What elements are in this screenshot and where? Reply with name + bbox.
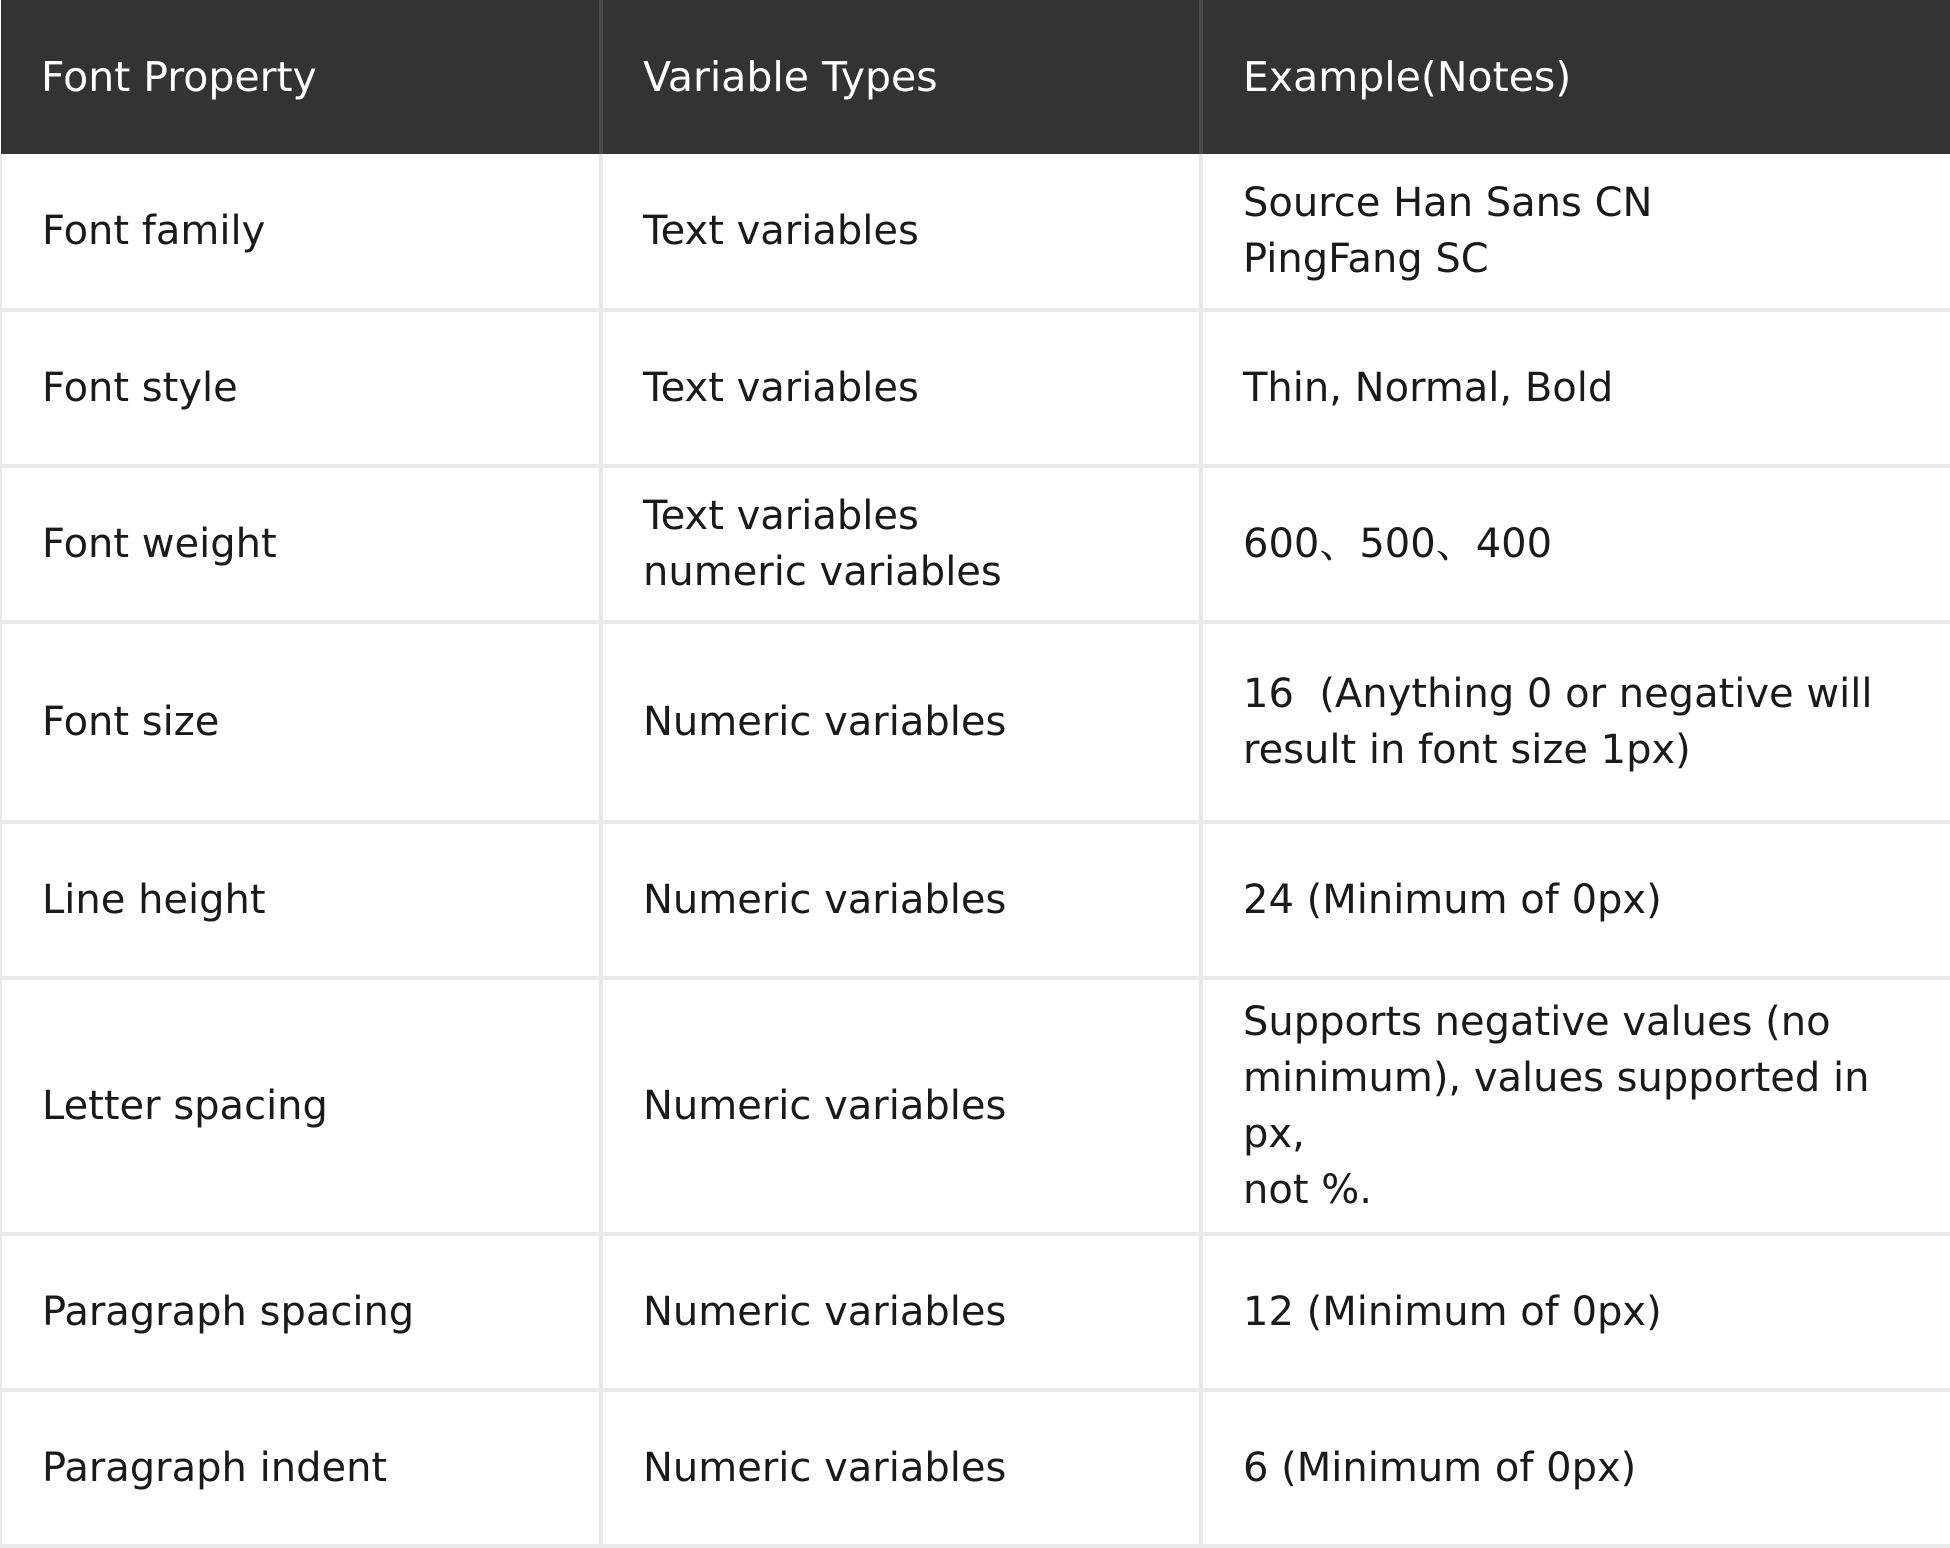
example-line: PingFang SC xyxy=(1243,236,1489,282)
types-line: Text variables xyxy=(643,208,919,254)
header-variable-types: Variable Types xyxy=(601,0,1201,154)
property-cell: Line height xyxy=(1,822,601,978)
types-cell xyxy=(601,310,1201,466)
example-cell xyxy=(1201,1390,1950,1546)
header-example-notes: Example(Notes) xyxy=(1201,0,1950,154)
example-line: 600、500、400 xyxy=(1243,521,1553,567)
types-cell xyxy=(601,978,1201,1234)
property-cell: Paragraph indent xyxy=(1,1390,601,1546)
table-row xyxy=(1,978,1950,1234)
example-line: Supports negative values (no xyxy=(1243,999,1831,1045)
types-cell xyxy=(601,1390,1201,1546)
example-cell xyxy=(1201,978,1950,1234)
table-row xyxy=(1,466,1950,622)
types-cell xyxy=(601,822,1201,978)
types-cell xyxy=(601,1234,1201,1390)
types-line: numeric variables xyxy=(643,549,1002,595)
example-line: minimum), values supported in px, xyxy=(1243,1055,1870,1157)
types-line: Numeric variables xyxy=(643,877,1007,923)
types-line: Numeric variables xyxy=(643,699,1007,745)
types-line: Numeric variables xyxy=(643,1289,1007,1335)
header-font-property: Font Property xyxy=(1,0,601,154)
example-line: not %. xyxy=(1243,1167,1372,1213)
table-row xyxy=(1,1390,1950,1546)
table-row xyxy=(1,310,1950,466)
example-line: 12 (Minimum of 0px) xyxy=(1243,1289,1662,1335)
property-cell: Paragraph spacing xyxy=(1,1234,601,1390)
types-line: Text variables xyxy=(643,493,919,539)
types-line: Numeric variables xyxy=(643,1445,1007,1491)
types-line: Numeric variables xyxy=(643,1083,1007,1129)
property-cell: Font weight xyxy=(1,466,601,622)
example-line: Thin, Normal, Bold xyxy=(1243,365,1614,411)
example-cell xyxy=(1201,822,1950,978)
example-line: Source Han Sans CN xyxy=(1243,180,1653,226)
example-line: 6 (Minimum of 0px) xyxy=(1243,1445,1637,1491)
table-row xyxy=(1,1234,1950,1390)
table-body xyxy=(1,154,1950,1546)
property-cell: Font style xyxy=(1,310,601,466)
header-row xyxy=(1,0,1950,154)
types-line: Text variables xyxy=(643,365,919,411)
property-cell: Letter spacing xyxy=(1,978,601,1234)
example-cell xyxy=(1201,310,1950,466)
types-cell xyxy=(601,154,1201,310)
example-cell xyxy=(1201,1234,1950,1390)
table-row xyxy=(1,622,1950,822)
table-row xyxy=(1,822,1950,978)
types-cell xyxy=(601,622,1201,822)
types-cell xyxy=(601,466,1201,622)
example-line: 24 (Minimum of 0px) xyxy=(1243,877,1662,923)
example-cell xyxy=(1201,622,1950,822)
property-cell: Font size xyxy=(1,622,601,822)
example-cell xyxy=(1201,154,1950,310)
table-header xyxy=(1,0,1950,154)
example-cell xyxy=(1201,466,1950,622)
table-row xyxy=(1,154,1950,310)
example-line: 16 (Anything 0 or negative will xyxy=(1243,671,1873,717)
example-line: result in font size 1px) xyxy=(1243,727,1691,773)
property-cell: Font family xyxy=(1,154,601,310)
